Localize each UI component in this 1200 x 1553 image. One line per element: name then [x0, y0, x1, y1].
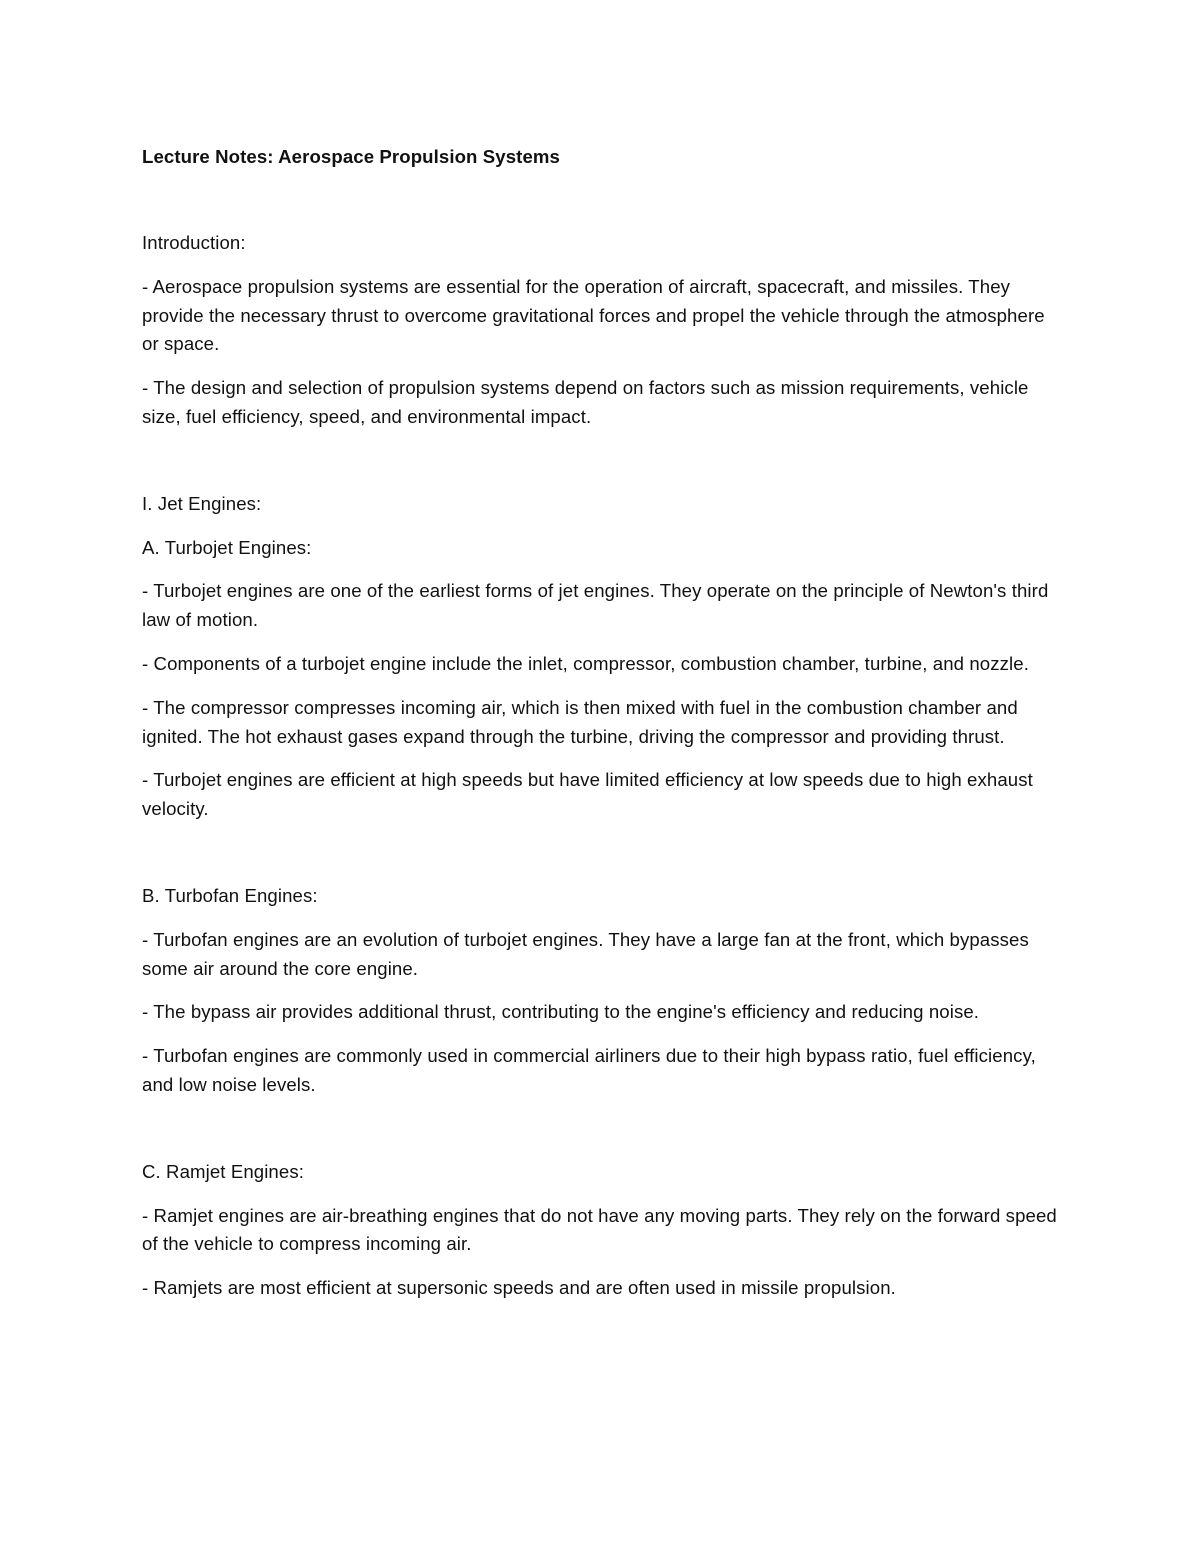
jet-engines-heading: I. Jet Engines: — [142, 492, 262, 514]
introduction-heading: Introduction: — [142, 232, 246, 253]
document-title: Lecture Notes: Aerospace Propulsion Systems — [142, 146, 560, 167]
document-body — [142, 143, 1062, 1303]
turbojet-paragraph: - Turbojet engines are one of the earliest forms of jet engines. They operate on the principle of Newton's third law of motion. — [142, 580, 1049, 631]
turbofan-subsection — [142, 882, 1062, 1100]
jet-engines-section — [142, 490, 1062, 1303]
turbofan-paragraph: - Turbofan engines are an evolution of turbojet engines. They have a large fan at the front, which bypasses some air around the core engine. — [142, 928, 1029, 979]
turbojet-paragraph: - Turbojet engines are efficient at high speeds but have limited efficiency at low speeds due to high exhaust velocity. — [142, 769, 1033, 820]
turbofan-paragraph: - Turbofan engines are commonly used in commercial airliners due to their high bypass ratio, fuel efficiency, and low noise levels. — [142, 1045, 1036, 1095]
ramjet-paragraph: - Ramjets are most efficient at supersonic speeds and are often used in missile propulsion. — [142, 1277, 896, 1299]
turbofan-heading: B. Turbofan Engines: — [142, 884, 318, 906]
ramjet-paragraph: - Ramjet engines are air-breathing engines that do not have any moving parts. They rely on the forward speed of the vehicle to compress incoming air. — [142, 1204, 1057, 1255]
introduction-section — [142, 229, 1062, 432]
introduction-paragraph: - The design and selection of propulsion systems depend on factors such as mission requirements, vehicle size, fuel efficiency, speed, and environmental impact. — [142, 377, 1029, 427]
introduction-paragraph: - Aerospace propulsion systems are essential for the operation of aircraft, spacecraft, and missiles. They provide the necessary thrust to overcome gravitational forces and propel the vehicle through the atmosphere or space. — [142, 275, 1045, 355]
ramjet-subsection — [142, 1158, 1062, 1303]
turbojet-paragraph: - Components of a turbojet engine include the inlet, compressor, combustion chamber, turbine, and nozzle. — [142, 652, 1029, 674]
ramjet-heading: C. Ramjet Engines: — [142, 1160, 304, 1182]
turbofan-paragraph: - The bypass air provides additional thrust, contributing to the engine's efficiency and reducing noise. — [142, 1001, 980, 1023]
turbojet-heading: A. Turbojet Engines: — [142, 536, 312, 558]
turbojet-paragraph: - The compressor compresses incoming air, which is then mixed with fuel in the combustion chamber and ignited. The hot exhaust gases expand through the turbine, driving the compressor and providing thrust. — [142, 696, 1018, 747]
turbojet-subsection — [142, 534, 1062, 824]
